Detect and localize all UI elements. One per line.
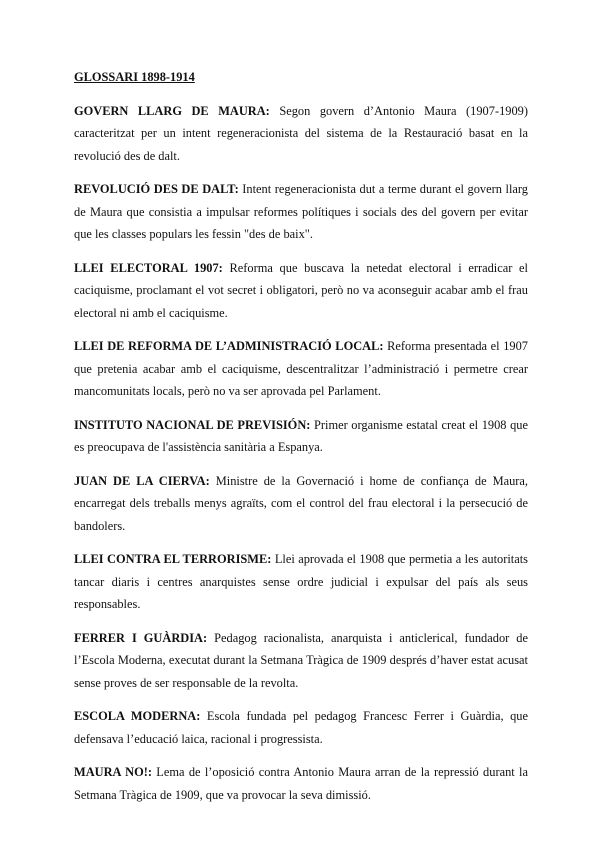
glossary-definition: Pedagog racionalista, anarquista i anticlerical, fundador de l’Escola Moderna, executat durant la Setmana Tràgica de 1909 després d’haver estat acusat sense proves de ser responsable de la revolta. xyxy=(74,630,528,690)
glossary-term: LLEI ELECTORAL 1907: xyxy=(74,260,223,275)
glossary-definition: Reforma presentada el 1907 que pretenia acabar amb el caciquisme, descentralitzar l’administració i permetre crear mancomunitats locals, però no va ser aprovada pel Parlament. xyxy=(74,339,528,398)
glossary-term: LLEI DE REFORMA DE L’ADMINISTRACIÓ LOCAL: xyxy=(74,339,384,353)
glossary-term: REVOLUCIÓ DES DE DALT: xyxy=(74,182,239,196)
glossary-entry xyxy=(74,335,528,403)
glossary-entry xyxy=(74,178,528,246)
document-title: GLOSSARI 1898-1914 xyxy=(74,70,195,84)
glossary-definition: Ministre de la Governació i home de confiança de Maura, encarregat dels treballs menys agraïts, com el control del frau electoral i la persecució de bandolers. xyxy=(74,473,529,533)
glossary-entry xyxy=(74,257,528,325)
glossary-definition: Escola fundada pel pedagog Francesc Ferrer i Guàrdia, que defensava l’educació laica, racional i progressista. xyxy=(74,709,528,746)
glossary-definition: Segon govern d’Antonio Maura (1907-1909) caracteritzat per un intent regeneracionista del sistema de la Restauració basat en la revolució des de dalt. xyxy=(74,103,528,163)
document-page xyxy=(74,66,528,817)
glossary-definition: Intent regeneracionista dut a terme durant el govern llarg de Maura que consistia a impulsar reformes polítiques i socials des del govern per evitar que les classes populars les fessin "des de baix". xyxy=(74,182,528,241)
glossary-entry xyxy=(74,414,528,459)
glossary-definition: Primer organisme estatal creat el 1908 que es preocupava de l'assistència sanitària a Espanya. xyxy=(74,417,528,454)
glossary-definition: Reforma que buscava la netedat electoral i erradicar el caciquisme, proclamant el vot secret i obligatori, però no va aconseguir acabar amb el frau electoral ni amb el caciquisme. xyxy=(74,260,528,320)
glossary-entry xyxy=(74,627,528,695)
glossary-entry xyxy=(74,100,528,168)
glossary-term: FERRER I GUÀRDIA: xyxy=(74,630,208,645)
glossary-entry xyxy=(74,761,528,806)
glossary-term: LLEI CONTRA EL TERRORISME: xyxy=(74,552,272,566)
glossary-term: MAURA NO!: xyxy=(74,765,152,779)
glossary-term: INSTITUTO NACIONAL DE PREVISIÓN: xyxy=(74,417,311,432)
glossary-entry xyxy=(74,705,528,750)
glossary-term: JUAN DE LA CIERVA: xyxy=(74,473,210,488)
glossary-entry xyxy=(74,548,528,616)
glossary-term: ESCOLA MODERNA: xyxy=(74,709,201,723)
glossary-definition: Llei aprovada el 1908 que permetia a les autoritats tancar diaris i centres anarquistes sense ordre judicial i expulsar del país als seus responsables. xyxy=(74,552,528,611)
glossary-term: GOVERN LLARG DE MAURA: xyxy=(74,103,270,118)
glossary-entry xyxy=(74,470,528,538)
glossary-definition: Lema de l’oposició contra Antonio Maura arran de la repressió durant la Setmana Tràgica de 1909, que va provocar la seva dimissió. xyxy=(74,765,528,802)
